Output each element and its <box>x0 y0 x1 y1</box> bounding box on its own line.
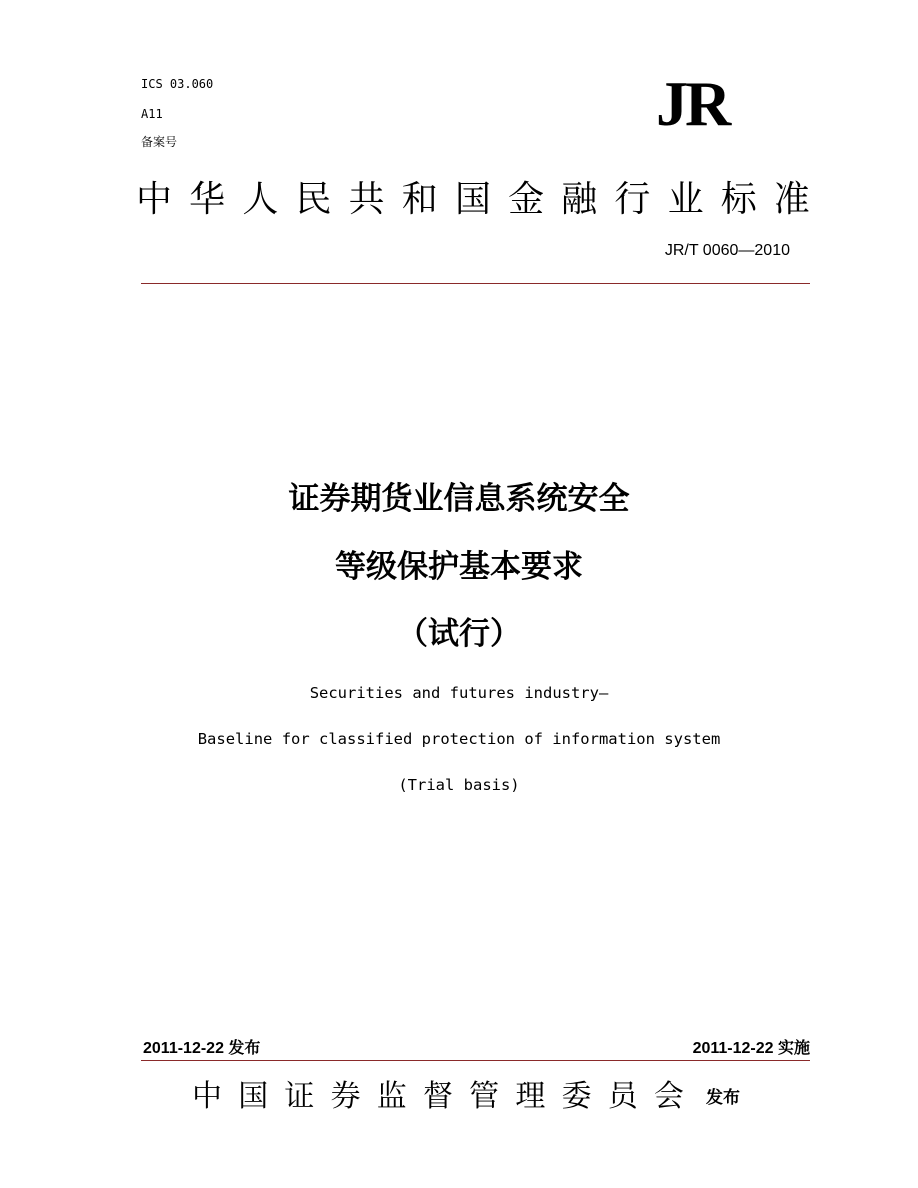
implement-date: 2011-12-22 实施 <box>692 1040 810 1057</box>
national-title-char: 融 <box>561 179 598 220</box>
title-cn-line-1: 证券期货业信息系统安全 <box>288 481 630 517</box>
national-title-char: 人 <box>242 179 279 220</box>
issuer-publish-label: 发布 <box>706 1088 740 1108</box>
national-title-char: 行 <box>614 179 651 220</box>
record-number-label: 备案号 <box>141 135 178 149</box>
title-cn-line-3: （试行） <box>397 616 521 652</box>
issuer-char: 委 <box>561 1079 592 1114</box>
title-cn-line-2: 等级保护基本要求 <box>335 549 583 585</box>
title-en-line-3: (Trial basis) <box>398 776 520 794</box>
national-title-char: 标 <box>720 179 757 220</box>
national-title-char: 中 <box>136 179 173 220</box>
issuing-authority <box>192 1077 684 1117</box>
issuer-char: 券 <box>330 1079 361 1114</box>
jr-logo: JR <box>656 68 729 139</box>
ics-code: ICS 03.060 <box>141 77 214 91</box>
issuer-char: 监 <box>376 1079 407 1114</box>
national-title-char: 和 <box>401 179 438 220</box>
national-title-char: 民 <box>295 179 332 220</box>
publish-date: 2011-12-22 发布 <box>143 1040 261 1057</box>
standard-number: JR/T 0060—2010 <box>664 242 790 259</box>
issuer-char: 员 <box>607 1079 638 1114</box>
issuer-char: 国 <box>238 1079 269 1114</box>
issuer-char: 会 <box>653 1079 684 1114</box>
issuer-char: 督 <box>422 1079 453 1114</box>
header-divider <box>141 283 810 284</box>
national-title-char: 金 <box>508 179 545 220</box>
national-title-char: 华 <box>189 179 226 220</box>
national-title-char: 准 <box>773 179 810 220</box>
issuer-char: 证 <box>284 1079 315 1114</box>
footer-divider <box>141 1060 810 1061</box>
national-title-char: 共 <box>348 179 385 220</box>
title-en-line-1: Securities and futures industry— <box>309 684 609 702</box>
title-en-line-2: Baseline for classified protection of information system <box>197 730 721 748</box>
classification-code: A11 <box>141 107 163 121</box>
issuer-char: 理 <box>515 1079 546 1114</box>
issuer-char: 管 <box>469 1079 500 1114</box>
national-title-char: 国 <box>454 179 491 220</box>
national-standard-title <box>136 177 810 223</box>
issuer-char: 中 <box>192 1079 222 1114</box>
national-title-char: 业 <box>667 179 704 220</box>
